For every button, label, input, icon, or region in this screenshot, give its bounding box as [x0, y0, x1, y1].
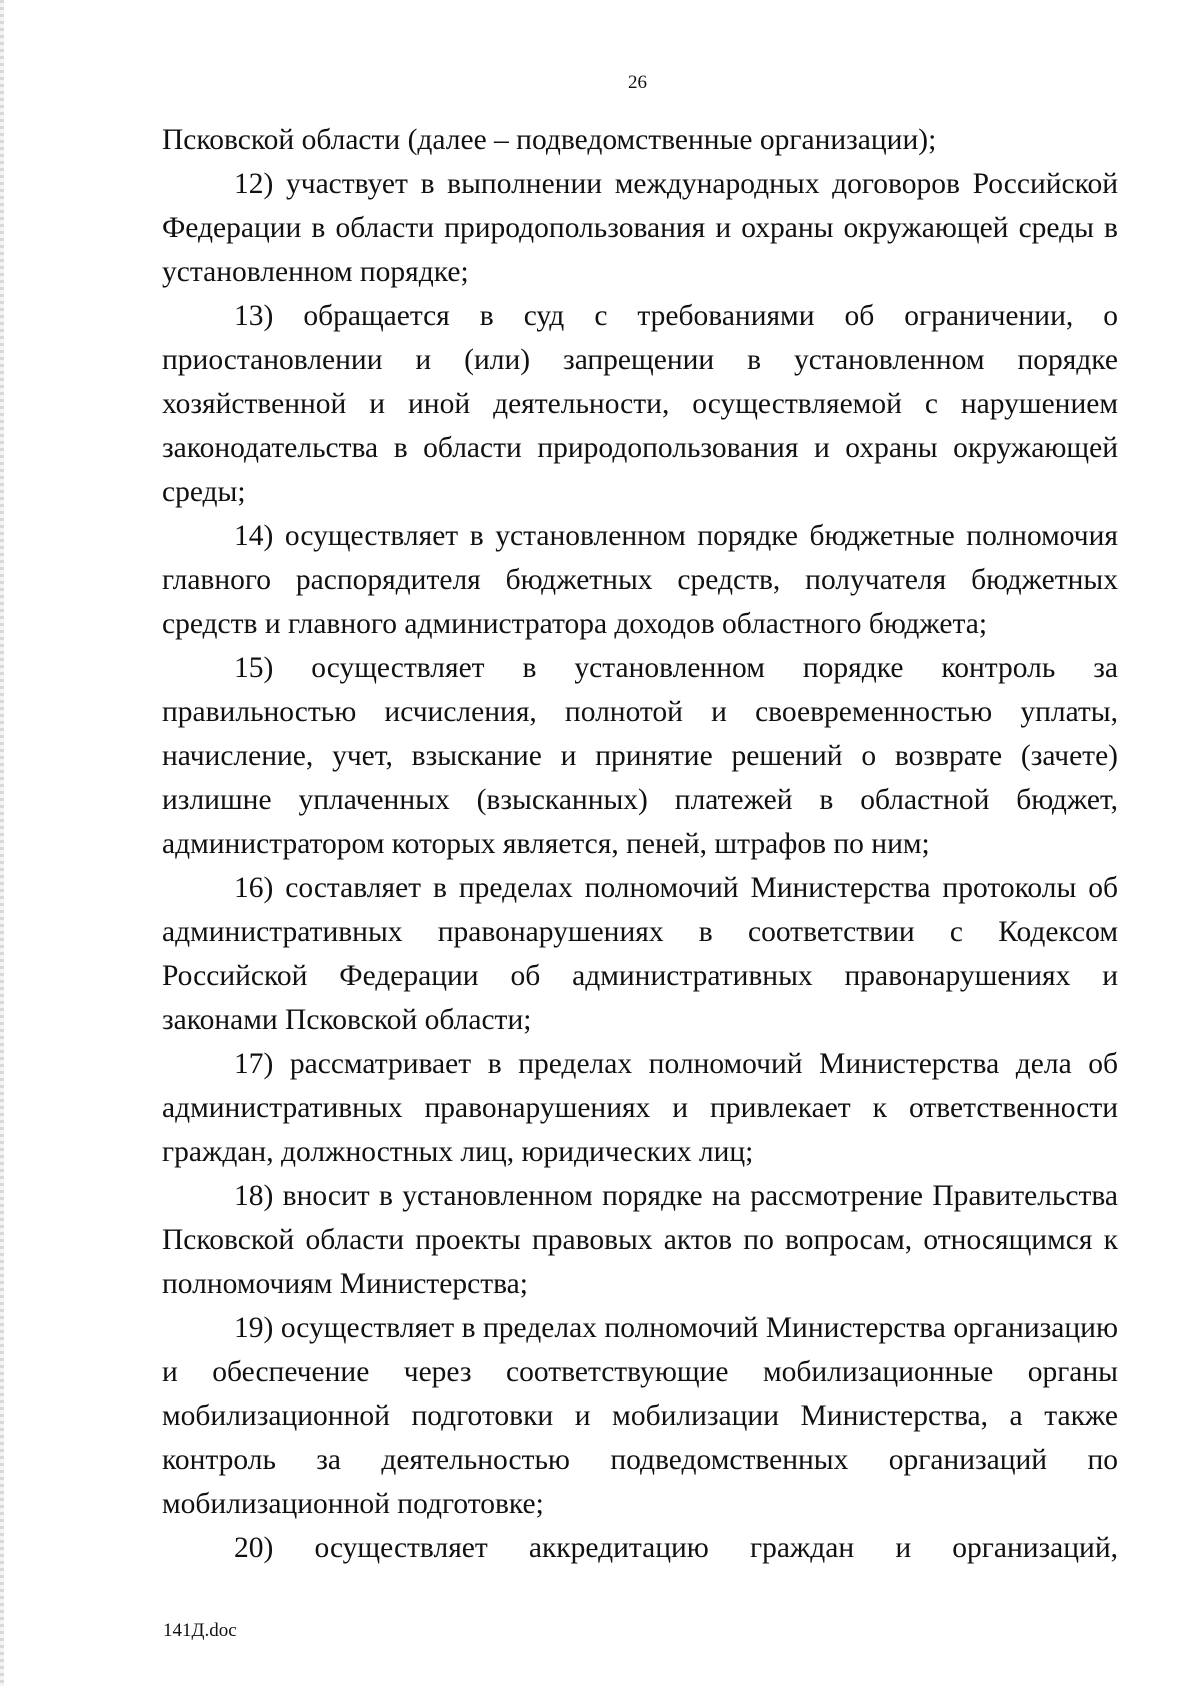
paragraph-item-13: 13) обращается в суд с требованиями об ограничении, о приостановлении и (или) запрещении в установленном порядке хозяйственной и иной деятельности, осуществляемой с нарушением законодательства в области природопользования и охраны окружающей среды;	[162, 300, 1118, 508]
scan-edge	[0, 0, 4, 1686]
paragraph-item-12: 12) участвует в выполнении международных договоров Российской Федерации в области природопользования и охраны окружающей среды в установленном порядке;	[162, 168, 1118, 288]
paragraph-item-15: 15) осуществляет в установленном порядке контроль за правильностью исчисления, полнотой и своевременностью уплаты, начисление, учет, взыскание и принятие решений о возврате (зачете) излишне уплаченных (взысканных) платежей в областной бюджет, администратором которых является, пеней, штрафов по ним;	[162, 652, 1118, 860]
paragraph-item-14: 14) осуществляет в установленном порядке бюджетные полномочия главного распорядителя бюджетных средств, получателя бюджетных средств и главного администратора доходов областного бюджета;	[162, 520, 1118, 640]
paragraph-item-17: 17) рассматривает в пределах полномочий Министерства дела об административных правонарушениях и привлекает к ответственности граждан, должностных лиц, юридических лиц;	[162, 1048, 1118, 1168]
paragraph-item-19: 19) осуществляет в пределах полномочий Министерства организацию и обеспечение через соответствующие мобилизационные органы мобилизационной подготовки и мобилизации Министерства, а также контроль за деятельностью подведомственных организаций по мобилизационной подготовке;	[162, 1312, 1118, 1520]
paragraph-item-20: 20) осуществляет аккредитацию граждан и организаций,	[234, 1532, 1118, 1564]
paragraph-item-18: 18) вносит в установленном порядке на рассмотрение Правительства Псковской области проекты правовых актов по вопросам, относящимся к полномочиям Министерства;	[162, 1180, 1118, 1300]
footer-filename: 141Д.doc	[163, 1620, 237, 1641]
paragraph-item-16: 16) составляет в пределах полномочий Министерства протоколы об административных правонарушениях в соответствии с Кодексом Российской Федерации об административных правонарушениях и законами Псковской области;	[162, 872, 1118, 1036]
page-number: 26	[628, 72, 647, 93]
document-body	[162, 118, 1118, 1570]
paragraph-continuation: Псковской области (далее – подведомственные организации);	[162, 124, 937, 156]
